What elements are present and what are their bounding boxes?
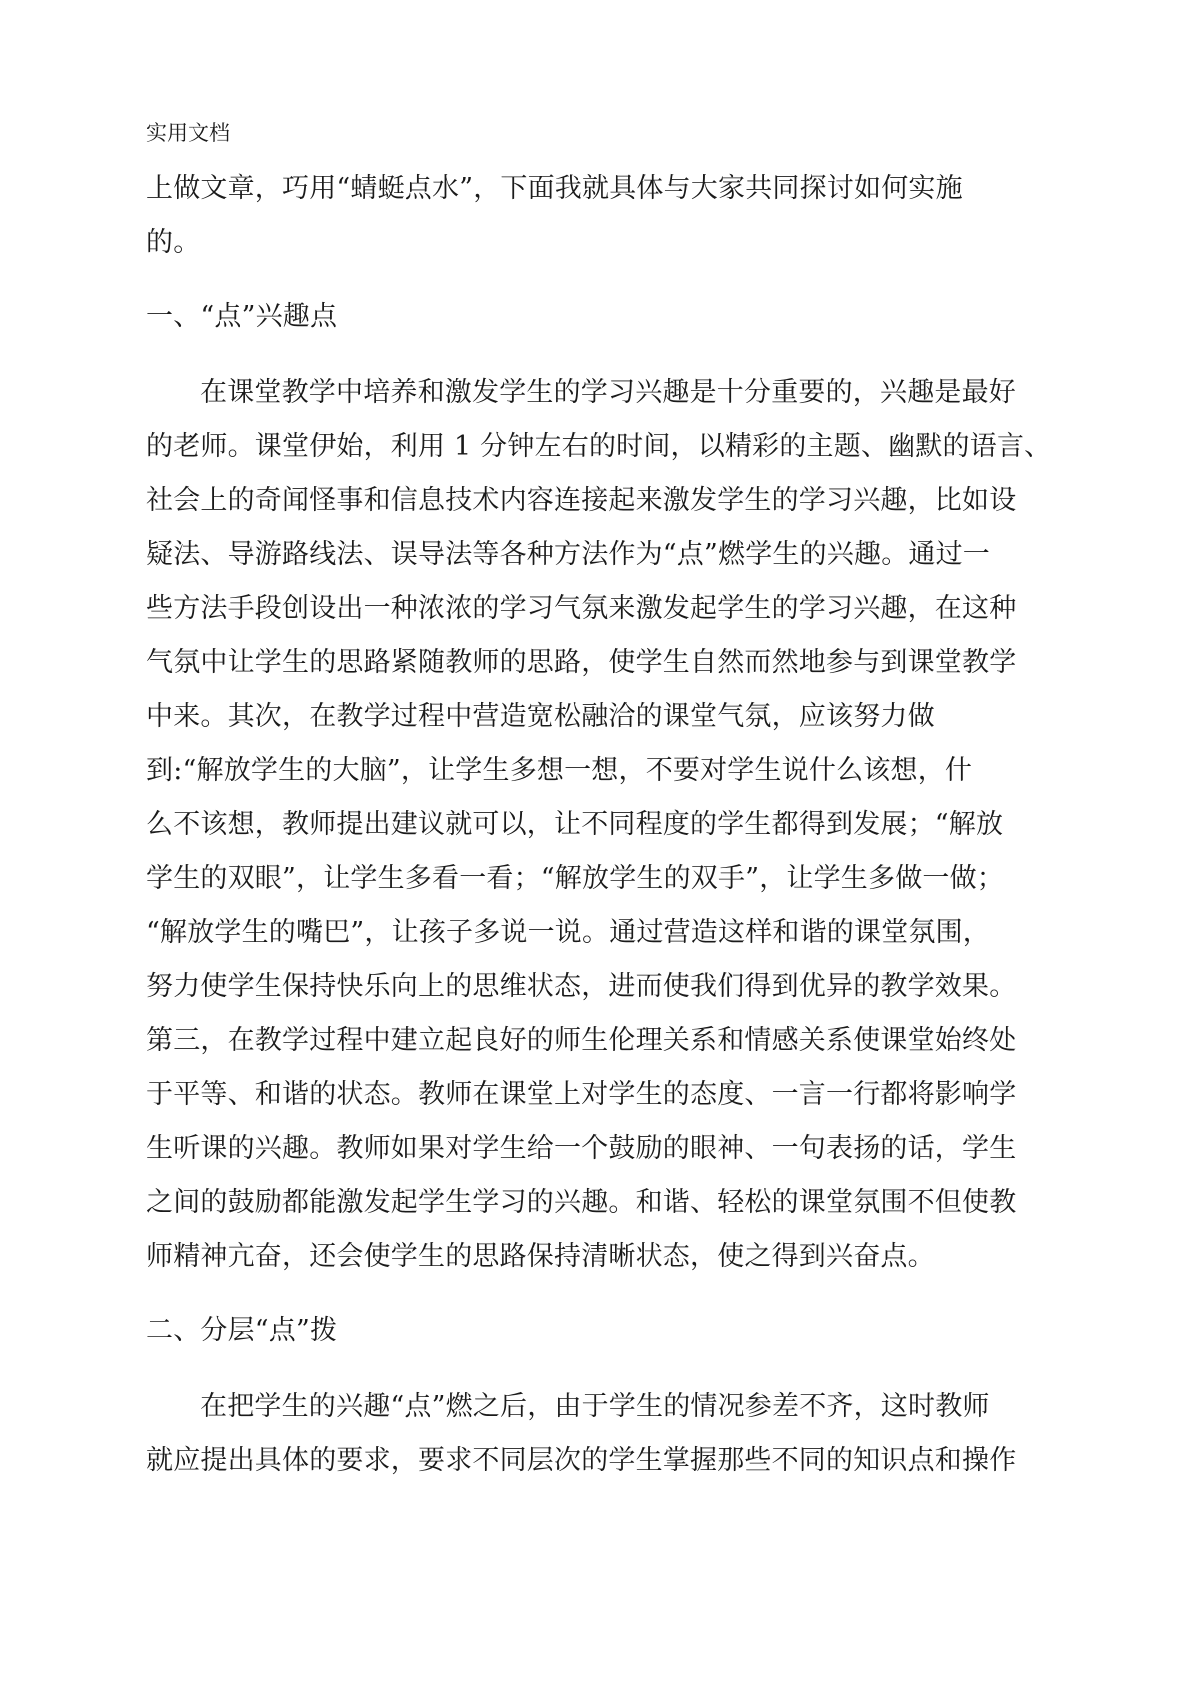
body-line: 疑法、导游路线法、误导法等各种方法作为“点”燃学生的兴趣。通过一 (146, 539, 991, 570)
body-line: 于平等、和谐的状态。教师在课堂上对学生的态度、一言一行都将影响学 (146, 1079, 1017, 1110)
body-line: 之间的鼓励都能激发起学生学习的兴趣。和谐、轻松的课堂氛围不但使教 (146, 1187, 1017, 1218)
body-line: 生听课的兴趣。教师如果对学生给一个鼓励的眼神、一句表扬的话，学生 (146, 1133, 1017, 1164)
body-line: 些方法手段创设出一种浓浓的学习气氛来激发起学生的学习兴趣，在这种 (146, 593, 1017, 624)
body-line: 中来。其次，在教学过程中营造宽松融洽的课堂气氛，应该努力做 (146, 701, 935, 732)
body-line: 社会上的奇闻怪事和信息技术内容连接起来激发学生的学习兴趣，比如设 (146, 485, 1017, 516)
page-header: 实用文档 (146, 121, 230, 145)
body-line: 上做文章，巧用“蜻蜓点水”，下面我就具体与大家共同探讨如何实施 (146, 173, 963, 204)
body-line: 的老师。课堂伊始，利用 1 分钟左右的时间，以精彩的主题、幽默的语言、 (146, 431, 1052, 462)
body-line: 学生的双眼”，让学生多看一看；“解放学生的双手”，让学生多做一做； (146, 863, 1005, 894)
section-heading: 二、分层“点”拨 (146, 1315, 338, 1346)
body-line: 努力使学生保持快乐向上的思维状态，进而使我们得到优异的教学效果。 (146, 971, 1017, 1002)
body-line: 就应提出具体的要求，要求不同层次的学生掌握那些不同的知识点和操作 (146, 1445, 1017, 1476)
body-line: 的。 (146, 227, 201, 258)
section-heading: 一、“点”兴趣点 (146, 301, 338, 332)
body-line: 么不该想，教师提出建议就可以，让不同程度的学生都得到发展；“解放 (146, 809, 1004, 840)
paragraph-first-line: 在课堂教学中培养和激发学生的学习兴趣是十分重要的，兴趣是最好 (200, 377, 1016, 408)
body-line: 第三，在教学过程中建立起良好的师生伦理关系和情感关系使课堂始终处 (146, 1025, 1017, 1056)
body-line: 气氛中让学生的思路紧随教师的思路，使学生自然而然地参与到课堂教学 (146, 647, 1017, 678)
body-line: “解放学生的嘴巴”，让孩子多说一说。通过营造这样和谐的课堂氛围， (146, 917, 991, 948)
paragraph-first-line: 在把学生的兴趣“点”燃之后，由于学生的情况参差不齐，这时教师 (200, 1391, 990, 1422)
body-line: 师精神亢奋，还会使学生的思路保持清晰状态，使之得到兴奋点。 (146, 1241, 935, 1272)
body-line: 到:“解放学生的大脑”，让学生多想一想，不要对学生说什么该想，什 (146, 755, 973, 786)
